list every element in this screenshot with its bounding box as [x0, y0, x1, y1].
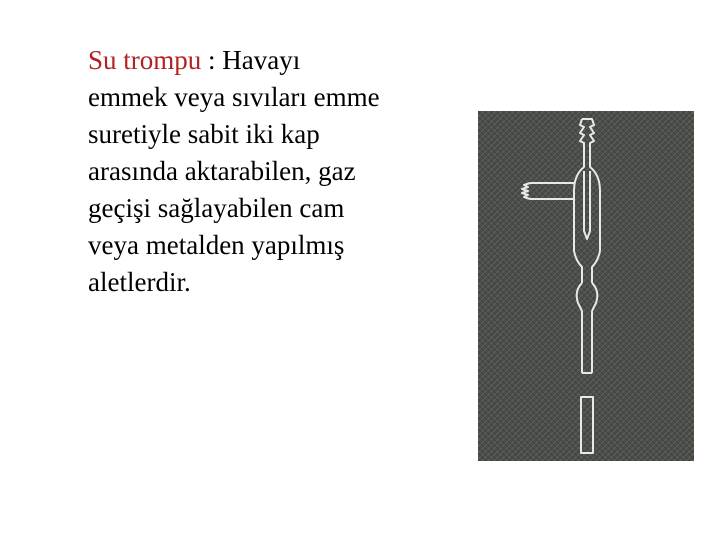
definition-line-2: emmek veya sıvıları emme: [88, 82, 380, 112]
definition-line-3: suretiyle sabit iki kap: [88, 119, 320, 149]
term-separator: :: [201, 45, 223, 75]
term-label: Su trompu: [88, 45, 202, 75]
definition-line-6: veya metalden yapılmış: [88, 230, 345, 260]
definition-text: [88, 42, 458, 301]
definition-line-7: aletlerdir.: [88, 267, 191, 297]
definition-line-1: [88, 42, 458, 79]
definition-line-5: geçişi sağlayabilen cam: [88, 193, 345, 223]
definition-line-4: arasında aktarabilen, gaz: [88, 156, 356, 186]
water-aspirator-photo: [478, 111, 694, 461]
water-aspirator-image: [478, 111, 694, 461]
photo-background: [478, 111, 694, 461]
definition-line-1-text: Havayı: [222, 45, 301, 75]
